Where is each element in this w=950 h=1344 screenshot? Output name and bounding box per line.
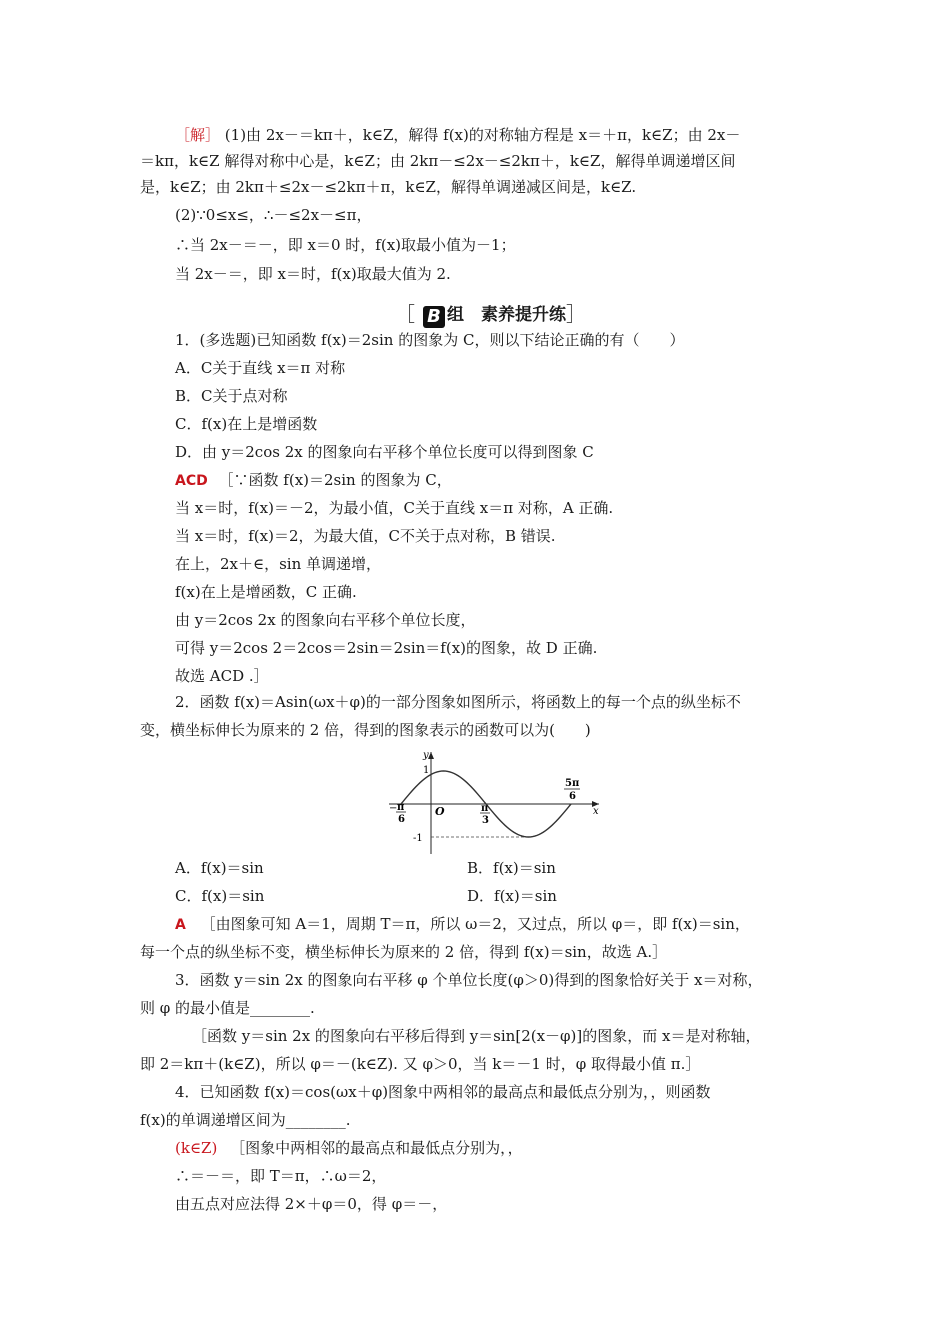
tick-neg-sign: − [389,803,398,814]
q1-option-a: A．C关于直线 x＝π 对称 [175,359,346,377]
title-bracket-close: ］ [566,302,586,326]
q3-solution-line: 即 2＝kπ＋(k∈Z)，所以 φ＝－(k∈Z). 又 φ＞0，当 k＝－1 时，φ 取得最小值 π.］ [140,1055,701,1073]
y-axis-arrow [428,752,434,759]
sine-graph-figure [385,748,605,858]
q1-option-d: D．由 y＝2cos 2x 的图象向右平移个单位长度可以得到图象 C [175,443,594,461]
q1-solution-line: f(x)在上是增函数，C 正确. [175,583,357,601]
solution-line: ∴当 2x－＝－，即 x＝0 时，f(x)取最小值为－1； [175,236,516,254]
q4-solution-line: 由五点对应法得 2×＋φ＝0，得 φ＝－， [175,1195,448,1213]
group-letter-logo: B [423,306,445,328]
q1-solution-line: 在上，2x＋∈，sin 单调递增， [175,555,382,573]
q1-solution-first [175,470,452,491]
q2-answer: A [175,917,186,933]
q4-stem-line: 4．已知函数 f(x)＝cos(ωx＋φ)图象中两相邻的最高点和最低点分别为，，则函数 [175,1083,711,1101]
q1-answer: ACD [175,473,208,489]
solution-first-line [175,125,740,145]
q2-stem-line: 2．函数 f(x)＝Asin(ωx＋φ)的一部分图象如图所示，将函数上的每一个点的纵坐标不 [175,693,741,711]
q2-stem-line: 变，横坐标伸长为原来的 2 倍，得到的图象表示的函数可以为( ) [140,721,591,739]
title-bracket-open: ［ [395,302,415,326]
solution-line: (1)由 2x－＝kπ＋，k∈Z，解得 f(x)的对称轴方程是 x＝＋π，k∈Z；由 2x－ [224,126,741,144]
q1-solution-line: 当 x＝时，f(x)＝－2，为最小值，C关于直线 x＝π 对称，A 正确. [175,499,614,517]
q2-solution-line: 每一个点的纵坐标不变，横坐标伸长为原来的 2 倍，得到 f(x)＝sin，故选 A.］ [140,943,668,961]
solution-tag: ［解］ [175,126,221,144]
q4-solution-first [175,1138,523,1158]
tick-end-denominator: 6 [569,791,576,802]
q2-option-b: B．f(x)＝sin [467,859,556,877]
q3-stem-line: 3．函数 y＝sin 2x 的图象向右平移 φ 个单位长度(φ＞0)得到的图象恰好关于 x＝对称， [175,971,763,989]
q1-stem: 1．(多选题)已知函数 f(x)＝2sin 的图象为 C，则以下结论正确的有（ ） [175,331,685,349]
x-axis-label: x [593,806,599,817]
q2-solution-first [175,914,750,935]
q1-solution-line: 故选 ACD .］ [175,667,269,685]
q1-solution-line: 当 x＝时，f(x)＝2，为最大值，C不关于点对称，B 错误. [175,527,556,545]
q4-solution-line: ∴＝－＝，即 T＝π，∴ω＝2， [175,1167,387,1185]
tick-end-numerator: 5π [565,778,580,789]
q1-solution-line: ［∵函数 f(x)＝2sin 的图象为 C， [218,471,452,489]
q2-option-a: A．f(x)＝sin [175,859,264,877]
section-title [395,297,586,327]
q2-option-c: C．f(x)＝sin [175,887,265,905]
solution-line: ＝kπ，k∈Z 解得对称中心是，k∈Z；由 2kπ－≤2x－≤2kπ＋，k∈Z，解得单调递增区间 [140,152,736,170]
section-title-text: 组 素养提升练 [447,305,566,325]
q2-option-d: D．f(x)＝sin [467,887,557,905]
q4-solution-line: ［图象中两相邻的最高点和最低点分别为，， [230,1139,523,1157]
solution-line: (2)∵0≤x≤，∴－≤2x－≤π， [175,206,372,224]
solution-line: 是，k∈Z；由 2kπ＋≤2x－≤2kπ＋π，k∈Z，解得单调递减区间是，k∈Z. [140,178,637,196]
tick-neg-numerator: π [397,802,405,813]
q4-answer: (k∈Z) [175,1139,218,1157]
solution-line: 当 2x－＝，即 x＝时，f(x)取最大值为 2. [175,265,451,283]
tick-neg-denominator: 6 [398,814,405,825]
tick-mid-denominator: 3 [482,815,489,826]
q1-solution-line: 可得 y＝2cos 2＝2cos＝2sin＝2sin＝f(x)的图象，故 D 正确. [175,639,598,657]
y-min-tick-label: -1 [413,833,423,844]
q3-solution-line: ［函数 y＝sin 2x 的图象向右平移后得到 y＝sin[2(x－φ)]的图象，而 x＝是对称轴， [192,1027,761,1045]
q3-stem-line: 则 φ 的最小值是________. [140,999,315,1017]
y-axis-label: y [423,750,429,761]
y-max-tick-label: 1 [423,765,430,776]
q4-stem-line: f(x)的单调递增区间为________. [140,1111,351,1129]
q2-solution-line: ［由图象可知 A＝1，周期 T＝π，所以 ω＝2，又过点，所以 φ＝，即 f(x)＝sin， [200,915,750,933]
origin-label: O [435,805,445,818]
q1-solution-line: 由 y＝2cos 2x 的图象向右平移个单位长度， [175,611,476,629]
q1-option-c: C．f(x)在上是增函数 [175,415,318,433]
q1-option-b: B．C关于点对称 [175,387,288,405]
tick-mid-numerator: π [481,803,489,814]
